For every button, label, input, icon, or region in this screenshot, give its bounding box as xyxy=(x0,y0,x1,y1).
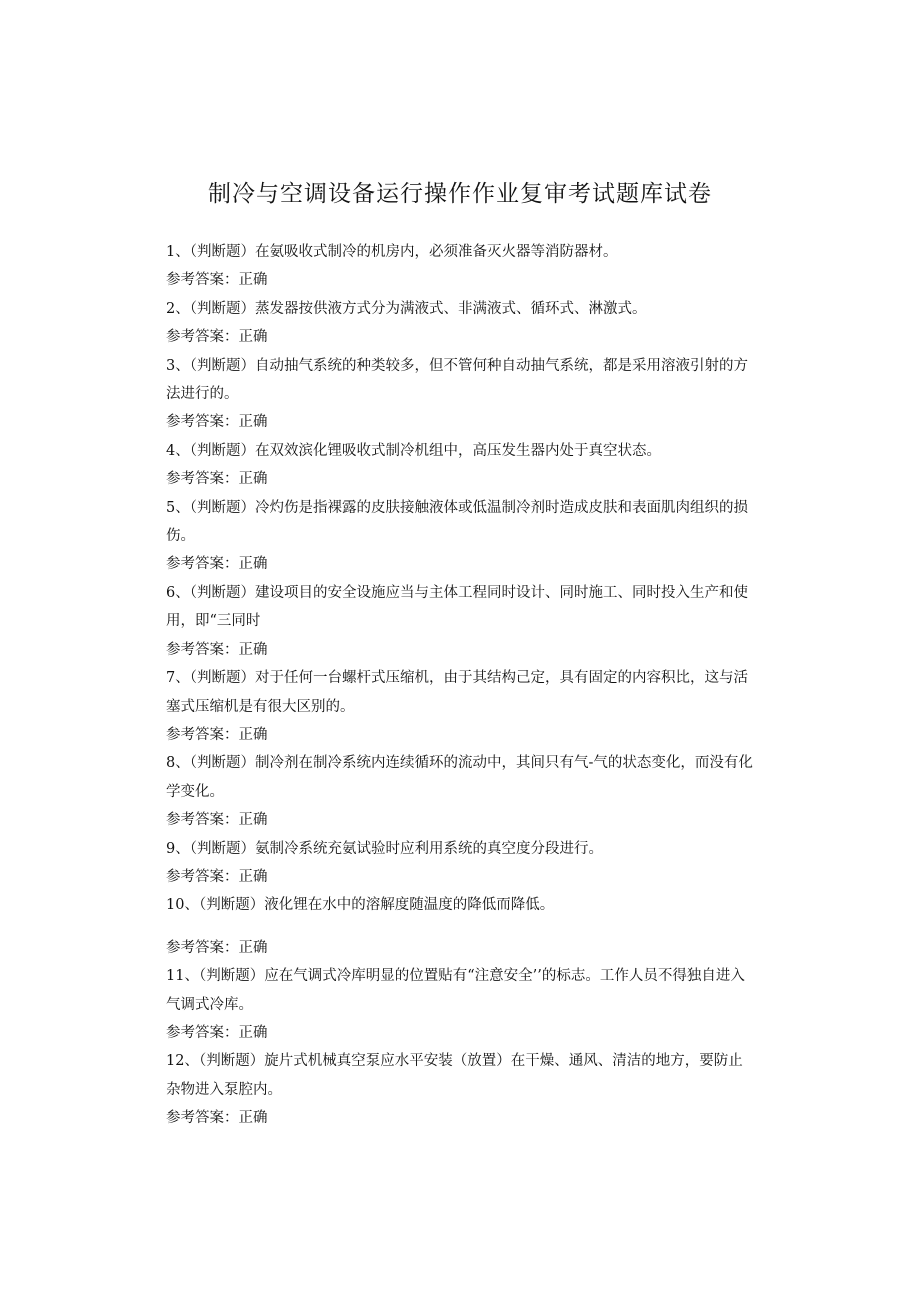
answer-text: 参考答案：正确 xyxy=(166,939,268,956)
question-list xyxy=(166,238,756,1133)
question-item xyxy=(166,749,756,834)
answer-text: 参考答案：正确 xyxy=(166,812,268,829)
question-item xyxy=(166,962,756,1047)
question-item xyxy=(166,437,756,494)
question-text: 2、（判断题）蒸发器按供液方式分为满液式、非满液式、循环式、淋激式。 xyxy=(166,300,647,317)
question-text: 1、（判断题）在氨吸收式制冷的机房内，必须准备灭火器等消防器材。 xyxy=(166,244,618,260)
question-text: 12、（判断题）旋片式机械真空泵应水平安装（放置）在干燥、通风、清洁的地方，要防止杂物进入泵腔内。 xyxy=(166,1053,743,1098)
question-text: 4、（判断题）在双效滨化锂吸收式制冷机组中，高压发生器内处于真空状态。 xyxy=(166,442,661,459)
question-item xyxy=(166,579,756,664)
question-item xyxy=(166,1047,756,1132)
question-item xyxy=(166,835,756,892)
answer-text: 参考答案：正确 xyxy=(166,726,268,743)
answer-text: 参考答案：正确 xyxy=(166,329,268,346)
question-text: 9、（判断题）氨制冷系统充氨试验时应利用系统的真空度分段进行。 xyxy=(166,840,603,857)
question-item xyxy=(166,238,756,295)
answer-text: 参考答案：正确 xyxy=(166,1024,268,1041)
answer-text: 参考答案：正确 xyxy=(166,556,268,573)
question-text: 5、（判断题）冷灼伤是指裸露的皮肤接触液体或低温制冷剂时造成皮肤和表面肌肉组织的损伤。 xyxy=(166,499,748,545)
question-text: 7、（判断题）对于任何一台螺杆式压缩机，由于其结构己定，具有固定的内容积比，这与活塞式压缩机是有很大区别的。 xyxy=(166,670,748,715)
question-item xyxy=(166,891,756,962)
answer-text: 参考答案：正确 xyxy=(166,641,268,658)
question-item xyxy=(166,664,756,749)
question-text: 6、（判断题）建设项目的安全设施应当与主体工程同时设计、同时施工、同时投入生产和使用，即“三同时 xyxy=(166,584,748,630)
answer-text: 参考答案：正确 xyxy=(166,868,268,885)
question-text: 3、（判断题）自动抽气系统的种类较多，但不管何种自动抽气系统，都是采用溶液引射的方法进行的。 xyxy=(166,357,748,403)
question-item xyxy=(166,352,756,437)
answer-text: 参考答案：正确 xyxy=(166,471,268,488)
question-text: 10、（判断题）液化锂在水中的溶解度随温度的降低而降低。 xyxy=(166,897,555,914)
question-item xyxy=(166,295,756,352)
answer-text: 参考答案：正确 xyxy=(166,1110,268,1127)
question-text: 11、（判断题）应在气调式冷库明显的位置贴有“注意安全’’的标志。工作人员不得独自进入气调式冷库。 xyxy=(166,968,745,1013)
question-item xyxy=(166,494,756,579)
answer-text: 参考答案：正确 xyxy=(166,272,268,289)
document-title: 制冷与空调设备运行操作作业复审考试题库试卷 xyxy=(208,181,712,207)
answer-text: 参考答案：正确 xyxy=(166,414,268,431)
question-text: 8、（判断题）制冷剂在制冷系统内连续循环的流动中，其间只有气-气的状态变化，而没有化学变化。 xyxy=(166,755,753,800)
